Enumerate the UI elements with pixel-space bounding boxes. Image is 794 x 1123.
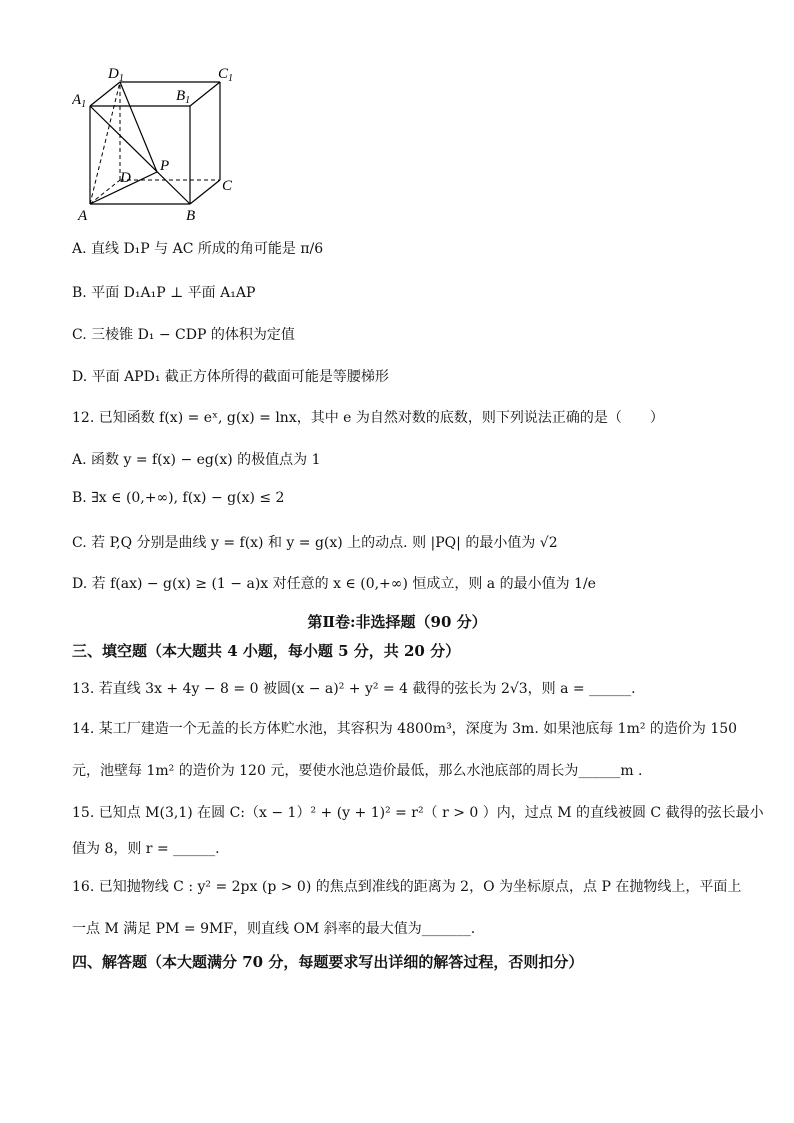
section4-title: 四、解答题（本大题满分 70 分，每题要求写出详细的解答过程，否则扣分） [72, 953, 584, 971]
label-a: A [78, 208, 88, 224]
section3-title: 三、填空题（本大题共 4 小题，每小题 5 分，共 20 分） [72, 642, 461, 660]
segment-a1-b [90, 106, 190, 204]
q12-option-d: D. 若 f(ax) − g(x) ≥ (1 − a)x 对任意的 x ∈ (0,+∞) 恒成立，则 a 的最小值为 1/e [72, 576, 596, 592]
q15-line1: 15. 已知点 M(3,1) 在圆 C:（x − 1）² + (y + 1)² = r²（ r > 0 ）内，过点 M 的直线被圆 C 截得的弦长最小 [72, 805, 764, 821]
q14-line2: 元，池壁每 1m² 的造价为 120 元，要使水池总造价最低，那么水池底部的周长为______m . [72, 763, 643, 779]
q11-option-a: A. 直线 D₁P 与 AC 所成的角可能是 π/6 [72, 241, 324, 257]
label-b: B [186, 208, 196, 224]
q12-option-c: C. 若 P,Q 分别是曲线 y = f(x) 和 y = g(x) 上的动点. 则 |PQ| 的最小值为 √2 [72, 535, 558, 551]
q13: 13. 若直线 3x + 4y − 8 = 0 被圆(x − a)² + y² = 4 截得的弦长为 2√3，则 a = ______. [72, 681, 636, 697]
label-d: D [120, 170, 131, 186]
part2-title: 第Ⅱ卷:非选择题（90 分） [307, 613, 487, 631]
q11-option-b: B. 平面 D₁A₁P ⊥ 平面 A₁AP [72, 285, 256, 301]
q16-line1: 16. 已知抛物线 C : y² = 2px (p > 0) 的焦点到准线的距离为 2，O 为坐标原点，点 P 在抛物线上，平面上 [72, 879, 742, 895]
q16-line2: 一点 M 满足 PM = 9MF，则直线 OM 斜率的最大值为_______. [72, 921, 476, 937]
label-p: P [160, 158, 170, 174]
q12-option-a: A. 函数 y = f(x) − eg(x) 的极值点为 1 [72, 452, 321, 468]
q15-line2: 值为 8，则 r = ______. [72, 841, 220, 857]
q12-option-b: B. ∃x ∈ (0,+∞), f(x) − g(x) ≤ 2 [72, 490, 285, 506]
label-c: C [222, 178, 233, 194]
label-d1: $D_1$ [108, 66, 124, 84]
label-b1: $B_1$ [176, 88, 191, 106]
q11-option-c: C. 三棱锥 D₁ − CDP 的体积为定值 [72, 327, 295, 343]
label-a1: $A_1$ [72, 92, 87, 110]
q12-stem: 12. 已知函数 f(x) = eˣ, g(x) = lnx，其中 e 为自然对数的底数，则下列说法正确的是（ ） [72, 410, 664, 426]
label-c1: $C_1$ [218, 66, 234, 84]
edge-b1-c1 [190, 82, 220, 106]
edge-b-c [190, 180, 220, 204]
segment-d1-p [120, 82, 157, 172]
cube-figure [72, 64, 252, 224]
edge-a1-d1 [90, 82, 120, 106]
q11-option-d: D. 平面 APD₁ 截正方体所得的截面可能是等腰梯形 [72, 369, 389, 385]
q14-line1: 14. 某工厂建造一个无盖的长方体贮水池，其容积为 4800m³，深度为 3m. 如果池底每 1m² 的造价为 150 [72, 721, 738, 737]
segment-a-d1 [90, 82, 120, 204]
